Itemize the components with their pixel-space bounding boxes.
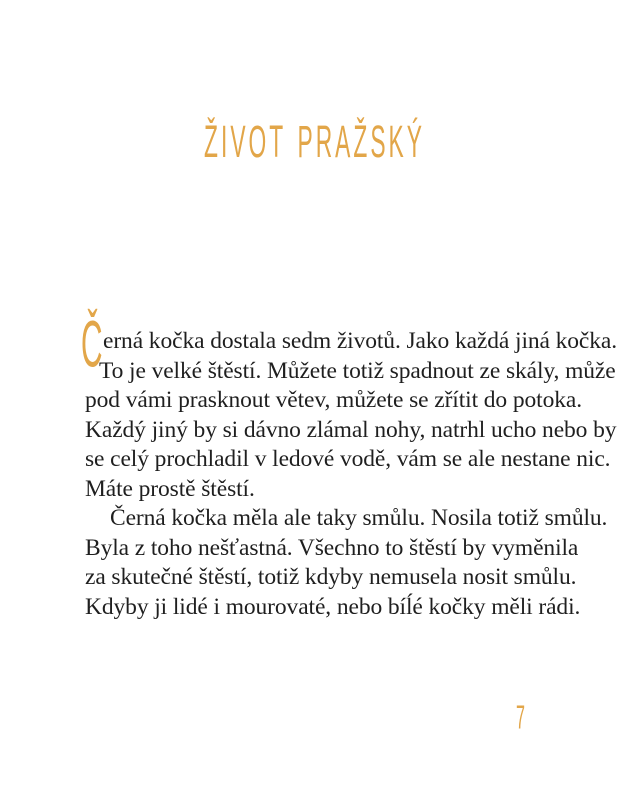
- text-line: za skutečné štěstí, totiž kdyby nemusela nosit smůlu.: [85, 564, 577, 590]
- page-number: 7: [516, 697, 525, 737]
- text-line: Každý jiný by si dávno zlámal nohy, natrhl ucho nebo by: [85, 416, 617, 443]
- text-line: Černá kočka měla ale taky smůlu. Nosila totiž smůlu.: [110, 505, 608, 531]
- text-line: Máte prostě štěstí.: [85, 475, 255, 502]
- body-paragraphs: [81, 308, 618, 622]
- text-line: se celý prochladil v ledové vodě, vám se ale nestane nic.: [85, 446, 611, 472]
- text-line: Kdyby ji lidé i mourovaté, nebo bíĺé kočky měli rádi.: [85, 593, 581, 620]
- drop-cap: Č: [81, 308, 103, 382]
- text-line: To je velké štěstí. Můžete totiž spadnout ze skály, může: [99, 357, 616, 384]
- text-line: Byla z toho nešťastná. Všechno to štěstí by vyměnila: [85, 534, 579, 561]
- text-line: erná kočka dostala sedm životů. Jako každá jiná kočka.: [103, 328, 618, 354]
- text-line: pod vámi prasknout větev, můžete se zřítit do potoka.: [85, 387, 582, 413]
- chapter-title: ŽIVOT PRAŽSKÝ: [204, 117, 425, 168]
